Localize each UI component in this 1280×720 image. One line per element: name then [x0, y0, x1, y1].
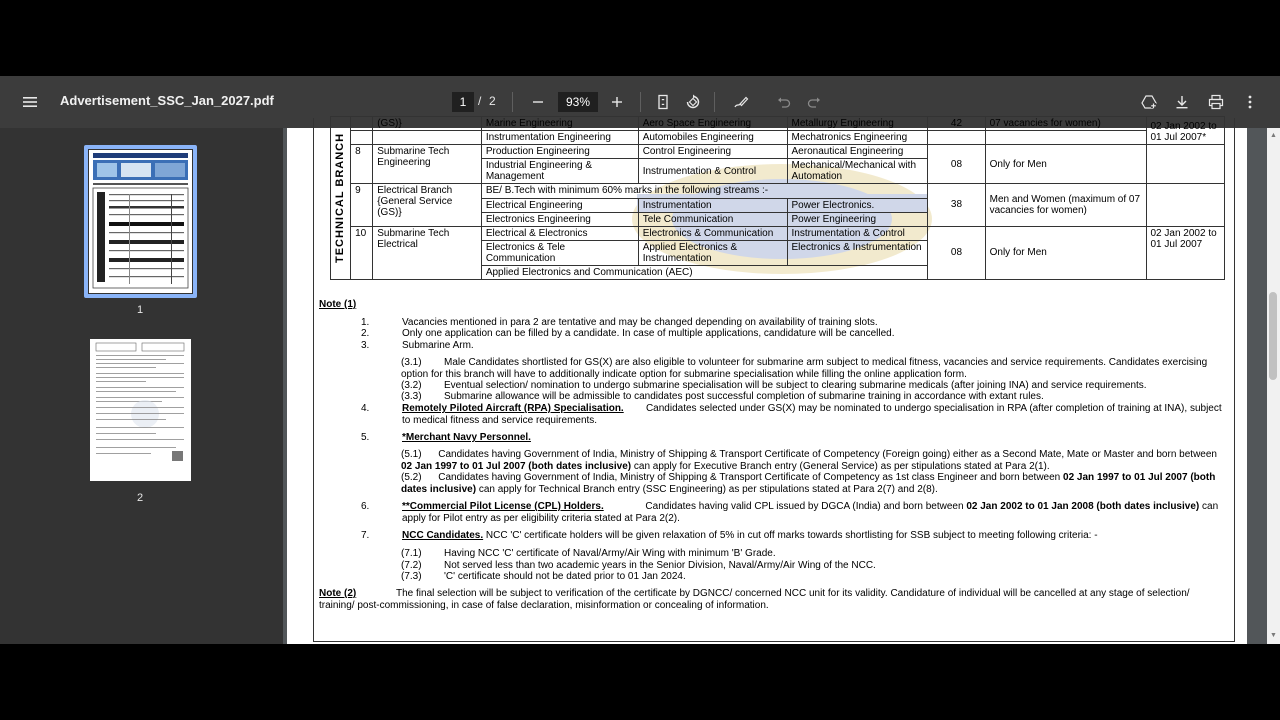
table-cell: (GS)} — [373, 117, 482, 131]
note-item-3: Submarine Arm. — [402, 340, 474, 351]
note-item-3-1: Male Candidates shortlisted for GS(X) are also eligible to volunteer for submarine arm subject to medical fitness, vacancies and service requirements. Candidates exercising option for this branch will have to additionally indicate option for submarine specialisation while filling the online application form. — [401, 357, 1208, 380]
table-cell: 8 — [351, 145, 373, 184]
document-title: Advertisement_SSC_Jan_2027.pdf — [60, 93, 274, 108]
download-icon[interactable] — [1168, 88, 1196, 116]
table-cell: Men and Women (maximum of 07 vacancies for women) — [985, 184, 1146, 226]
hamburger-menu-icon[interactable] — [16, 88, 44, 116]
scroll-up-arrow-icon[interactable]: ▲ — [1270, 132, 1277, 139]
table-cell: Mechatronics Engineering — [787, 131, 928, 145]
table-cell: 02 Jan 2002 to 01 Jul 2007* — [1146, 117, 1225, 145]
table-cell: Aeronautical Engineering — [787, 145, 928, 159]
thumbnail-label-1: 1 — [137, 304, 144, 316]
rpa-heading: Remotely Piloted Aircraft (RPA) Specialisation. — [402, 403, 624, 414]
text-span: can apply for Technical Branch entry (SSC Engineering) as per stipulations stated at Para 2(7) and 2(8). — [478, 483, 938, 495]
letterbox-top — [0, 0, 1280, 76]
list-number: (7.1) — [401, 548, 422, 559]
note-item-7 — [402, 530, 1228, 542]
table-cell: Control Engineering — [638, 145, 787, 159]
list-number: 5. — [361, 432, 370, 443]
table-cell: Submarine Tech Engineering — [373, 145, 482, 184]
pdf-viewer — [0, 76, 1280, 644]
table-cell: Metallurgy Engineering — [787, 117, 928, 131]
toolbar-divider — [640, 92, 641, 112]
table-cell: 9 — [351, 184, 373, 226]
table-cell: Electronics & Instrumentation — [787, 241, 928, 266]
table-cell: Electrical Branch {General Service (GS)} — [373, 184, 482, 226]
ncc-heading: NCC Candidates. — [402, 530, 484, 541]
note-item-7-3: 'C' certificate should not be dated prior to 01 Jan 2024. — [444, 571, 686, 582]
note2-heading: Note (2) — [319, 588, 357, 599]
total-pages: 2 — [489, 94, 496, 108]
note-item-1: Vacancies mentioned in para 2 are tentative and may be changed depending on availability of training slots. — [402, 317, 878, 328]
toolbar-divider — [512, 92, 513, 112]
table-cell — [1146, 184, 1225, 226]
more-options-icon[interactable] — [1236, 88, 1264, 116]
note-item-4 — [402, 403, 1228, 426]
table-cell: Mechanical/Mechanical with Automation — [787, 159, 928, 184]
table-cell: 42 — [928, 117, 985, 131]
table-cell: 08 — [928, 226, 985, 279]
note-item-6 — [402, 501, 1228, 524]
note-item-5-2 — [401, 472, 1227, 495]
list-number: 2. — [361, 328, 370, 339]
table-cell: Submarine Tech Electrical — [373, 226, 482, 279]
table-cell: Instrumentation & Control — [638, 159, 787, 184]
note2-text: The final selection will be subject to verification of the certificate by DGNCC/ concerned NCC unit for its validity. Candidature of individual will be cancelled at any stage of selection/ training/ post-commissioning, in case of false declaration, misinformation or concealing of information. — [319, 588, 1190, 611]
table-cell: Automobiles Engineering — [638, 131, 787, 145]
table-cell: Production Engineering — [481, 145, 638, 159]
text-span: NCC 'C' certificate holders will be given relaxation of 5% in cut off marks towards shortlisting for SSB subject to meeting following criteria: - — [485, 530, 1098, 541]
list-number: 4. — [361, 403, 370, 414]
rotate-icon[interactable] — [679, 88, 707, 116]
text-span: Candidates having Government of India, Ministry of Shipping & Transport Certificate of Competency (Foreign going) either as a Second Mate, Mate or Master and born between — [438, 449, 1217, 460]
table-cell: Power Electronics. — [787, 198, 928, 212]
list-number: 3. — [361, 340, 370, 351]
thumbnail-sidebar — [0, 128, 283, 644]
note1-heading: Note (1) — [319, 299, 357, 310]
note-item-7-1: Having NCC 'C' certificate of Naval/Army/Air Wing with minimum 'B' Grade. — [444, 548, 776, 559]
table-cell: BE/ B.Tech with minimum 60% marks in the following streams :- — [481, 184, 927, 198]
list-number: (7.2) — [401, 560, 422, 571]
list-number: (3.2) — [401, 380, 422, 391]
list-number: 7. — [361, 530, 370, 541]
table-row — [331, 226, 1225, 240]
text-span: can apply for Pilot entry as per eligibility criteria stated at Para 2(2). — [402, 501, 1219, 524]
pdf-page — [287, 118, 1247, 644]
list-number: 6. — [361, 501, 370, 512]
table-cell: 02 Jan 2002 to 01 Jul 2007 — [1146, 226, 1225, 279]
table-cell: Power Engineering — [787, 212, 928, 226]
table-cell: Tele Communication — [638, 212, 787, 226]
letterbox-bottom — [0, 644, 1280, 720]
annotate-pen-icon[interactable] — [727, 88, 755, 116]
list-number: (3.3) — [401, 391, 422, 402]
page-number-input[interactable]: 1 — [452, 92, 474, 112]
undo-icon[interactable] — [770, 88, 798, 116]
table-row — [331, 117, 1225, 131]
table-cell — [928, 131, 985, 145]
table-cell — [985, 131, 1146, 145]
note-item-5-1 — [401, 449, 1227, 472]
scroll-down-arrow-icon[interactable]: ▼ — [1270, 632, 1277, 639]
table-cell: Instrumentation Engineering — [481, 131, 638, 145]
scrollbar-thumb[interactable] — [1269, 292, 1277, 380]
table-cell: Aero Space Engineering — [638, 117, 787, 131]
text-span: can apply for Executive Branch entry (General Service) as per stipulations stated at Para 2(1). — [633, 460, 1050, 472]
table-cell: Applied Electronics & Instrumentation — [638, 241, 787, 266]
table-row — [331, 145, 1225, 159]
table-row — [331, 131, 1225, 145]
toolbar-divider — [714, 92, 715, 112]
branch-label: TECHNICAL BRANCH — [334, 132, 346, 264]
zoom-in-icon[interactable] — [603, 88, 631, 116]
thumbnail-label-2: 2 — [137, 492, 144, 504]
table-cell — [1146, 145, 1225, 184]
page-thumbnail-1[interactable] — [89, 150, 192, 293]
table-cell: 10 — [351, 226, 373, 279]
list-number: 1. — [361, 317, 370, 328]
list-number: (3.1) — [401, 357, 422, 368]
vacancy-table — [330, 116, 1225, 280]
fit-page-icon[interactable] — [649, 88, 677, 116]
cpl-heading: **Commercial Pilot License (CPL) Holders. — [402, 501, 604, 512]
table-cell: Electrical Engineering — [481, 198, 638, 212]
table-cell: 38 — [928, 184, 985, 226]
table-cell — [351, 117, 373, 131]
table-cell: 08 — [928, 145, 985, 184]
table-cell: Instrumentation & Control — [787, 226, 928, 240]
date-range: 02 Jan 1997 to 01 Jul 2007 (both dates inclusive) — [401, 472, 1216, 495]
table-row — [331, 184, 1225, 198]
page-separator: / — [478, 94, 482, 108]
table-cell: Electronics & Tele Communication — [481, 241, 638, 266]
list-number: (7.3) — [401, 571, 422, 582]
table-cell: Electrical & Electronics — [481, 226, 638, 240]
zoom-level-input[interactable]: 93% — [558, 92, 598, 112]
note-item-3-2: Eventual selection/ nomination to undergo submarine specialisation will be subject to clearing submarine medicals (after joining INA) and service requirements. — [444, 380, 1147, 391]
table-cell: 07 vacancies for women) — [985, 117, 1146, 131]
vertical-scrollbar[interactable] — [1267, 128, 1280, 644]
note-item-2: Only one application can be filled by a candidate. In case of multiple applications, candidature will be cancelled. — [402, 328, 895, 339]
table-cell: Industrial Engineering & Management — [481, 159, 638, 184]
table-cell — [351, 131, 373, 145]
table-cell: Electronics Engineering — [481, 212, 638, 226]
redo-icon[interactable] — [800, 88, 828, 116]
note-item-7-2: Not served less than two academic years in the Senior Division, Naval/Army/Air Wing of the NCC. — [444, 560, 876, 571]
merchant-navy-heading: *Merchant Navy Personnel. — [402, 432, 531, 443]
text-span: Candidates having Government of India, Ministry of Shipping & Transport Certificate of Competency as 1st class Engineer and born between — [438, 472, 1061, 483]
text-span: Candidates having valid CPL issued by DGCA (India) and born between — [645, 501, 964, 512]
date-range: 02 Jan 1997 to 01 Jul 2007 (both dates inclusive) — [401, 460, 632, 472]
table-cell: Instrumentation — [638, 198, 787, 212]
save-to-drive-icon[interactable] — [1135, 88, 1163, 116]
list-number: (5.2) — [401, 472, 422, 483]
page-thumbnail-2[interactable] — [90, 339, 191, 481]
table-cell: Electronics & Communication — [638, 226, 787, 240]
table-cell: Applied Electronics and Communication (AEC) — [481, 266, 927, 280]
table-cell: Only for Men — [985, 145, 1146, 184]
list-number: (5.1) — [401, 449, 422, 460]
zoom-out-icon[interactable] — [524, 88, 552, 116]
print-icon[interactable] — [1202, 88, 1230, 116]
rpa-text: Candidates selected under GS(X) may be nominated to undergo specialisation in RPA (after completion of training at INA), subject to medical fitness and service requirements. — [402, 403, 1222, 426]
table-cell — [373, 131, 482, 145]
table-cell: Marine Engineering — [481, 117, 638, 131]
table-cell: Only for Men — [985, 226, 1146, 279]
note-item-3-3: Submarine allowance will be admissible to candidates post successful completion of submarine training in accordance with extant rules. — [444, 391, 1044, 402]
document-canvas — [283, 118, 1267, 644]
date-range: 02 Jan 2002 to 01 Jan 2008 (both dates inclusive) — [966, 501, 1200, 512]
branch-label-cell — [331, 117, 351, 280]
